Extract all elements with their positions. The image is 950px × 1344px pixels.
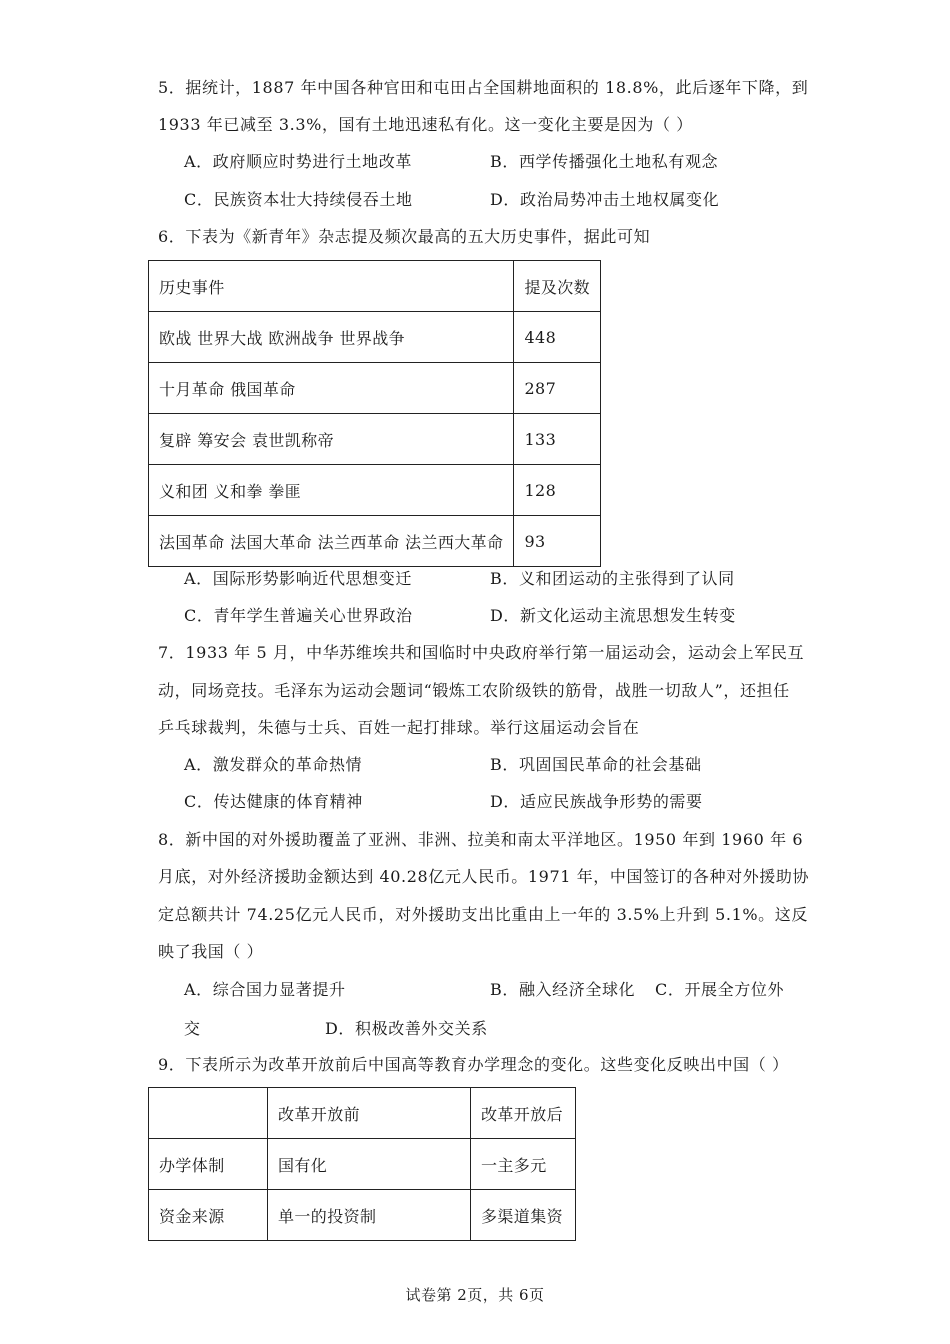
table-row: [149, 516, 601, 567]
table-cell: 128: [514, 465, 601, 516]
q8-stem-line2: 月底，对外经济援助金额达到 40.28亿元人民币。1971 年，中国签订的各种对外援助协: [158, 867, 810, 886]
q5-option-a[interactable]: A．政府顺应时势进行土地改革: [184, 152, 412, 171]
table-row: [149, 465, 601, 516]
q7-stem-line3: 乒乓球裁判，朱德与士兵、百姓一起打排球。举行这届运动会旨在: [158, 718, 640, 737]
page-footer: 试卷第 2页，共 6页: [405, 1286, 545, 1304]
q8-option-b[interactable]: B．融入经济全球化: [490, 980, 636, 999]
table-row: [149, 312, 601, 363]
q6-option-a[interactable]: A．国际形势影响近代思想变迁: [184, 569, 412, 588]
q7-option-d[interactable]: D．适应民族战争形势的需要: [490, 792, 703, 811]
q5-option-c[interactable]: C．民族资本壮大持续侵吞土地: [184, 190, 413, 209]
table-cell: 十月革命 俄国革命: [149, 363, 514, 414]
table-header-cell: 改革开放前: [268, 1088, 471, 1139]
q7-option-a[interactable]: A．激发群众的革命热情: [184, 755, 363, 774]
q6-table: [148, 260, 601, 567]
q9-stem: 9．下表所示为改革开放前后中国高等教育办学理念的变化。这些变化反映出中国（ ）: [158, 1055, 789, 1074]
table-cell: 一主多元: [471, 1139, 576, 1190]
q6-option-d[interactable]: D．新文化运动主流思想发生转变: [490, 606, 736, 625]
q8-option-a[interactable]: A．综合国力显著提升: [184, 980, 346, 999]
table-cell: 义和团 义和拳 拳匪: [149, 465, 514, 516]
table-header-cell: 提及次数: [514, 261, 601, 312]
table-cell: 法国革命 法国大革命 法兰西革命 法兰西大革命: [149, 516, 514, 567]
table-header-cell: 历史事件: [149, 261, 514, 312]
table-header-cell: 改革开放后: [471, 1088, 576, 1139]
table-cell: 资金来源: [149, 1190, 268, 1241]
q8-option-c[interactable]: C．开展全方位外: [655, 980, 785, 999]
q6-option-c[interactable]: C．青年学生普遍关心世界政治: [184, 606, 413, 625]
q6-option-b[interactable]: B．义和团运动的主张得到了认同: [490, 569, 735, 588]
table-row: [149, 414, 601, 465]
q6-stem: 6．下表为《新青年》杂志提及频次最高的五大历史事件，据此可知: [158, 227, 651, 246]
table-cell: 133: [514, 414, 601, 465]
table-row: [149, 1139, 576, 1190]
q5-stem-line1: 5．据统计，1887 年中国各种官田和屯田占全国耕地面积的 18.8%，此后逐年下降，到: [158, 78, 809, 97]
table-cell: 多渠道集资: [471, 1190, 576, 1241]
q7-option-b[interactable]: B．巩固国民革命的社会基础: [490, 755, 702, 774]
q8-stem-line4: 映了我国（ ）: [158, 942, 264, 961]
q7-stem-line2: 动，同场竞技。毛泽东为运动会题词“锻炼工农阶级铁的筋骨，战胜一切敌人”，还担任: [158, 681, 790, 700]
q8-stem-line3: 定总额共计 74.25亿元人民币，对外援助支出比重由上一年的 3.5%上升到 5.1%。这反: [158, 905, 808, 924]
q8-option-c-continued[interactable]: 交: [184, 1019, 201, 1038]
q5-stem-line2: 1933 年已减至 3.3%，国有土地迅速私有化。这一变化主要是因为（ ）: [158, 115, 693, 134]
q8-option-d[interactable]: D．积极改善外交关系: [325, 1019, 488, 1038]
table-row: [149, 363, 601, 414]
q9-table: [148, 1087, 576, 1241]
table-cell: 欧战 世界大战 欧洲战争 世界战争: [149, 312, 514, 363]
table-cell: 448: [514, 312, 601, 363]
q7-stem-line1: 7．1933 年 5 月，中华苏维埃共和国临时中央政府举行第一届运动会，运动会上军民互: [158, 643, 805, 662]
table-cell: 93: [514, 516, 601, 567]
table-cell: 复辟 筹安会 袁世凯称帝: [149, 414, 514, 465]
table-cell: 办学体制: [149, 1139, 268, 1190]
table-header-row: [149, 1088, 576, 1139]
q5-option-d[interactable]: D．政治局势冲击土地权属变化: [490, 190, 720, 209]
q8-stem-line1: 8．新中国的对外援助覆盖了亚洲、非洲、拉美和南太平洋地区。1950 年到 1960 年 6: [158, 830, 804, 849]
table-cell: 单一的投资制: [268, 1190, 471, 1241]
q7-option-c[interactable]: C．传达健康的体育精神: [184, 792, 363, 811]
table-cell: 287: [514, 363, 601, 414]
table-row: [149, 1190, 576, 1241]
table-cell: 国有化: [268, 1139, 471, 1190]
table-header-cell: [149, 1088, 268, 1139]
q5-option-b[interactable]: B．西学传播强化土地私有观念: [490, 152, 719, 171]
table-header-row: [149, 261, 601, 312]
